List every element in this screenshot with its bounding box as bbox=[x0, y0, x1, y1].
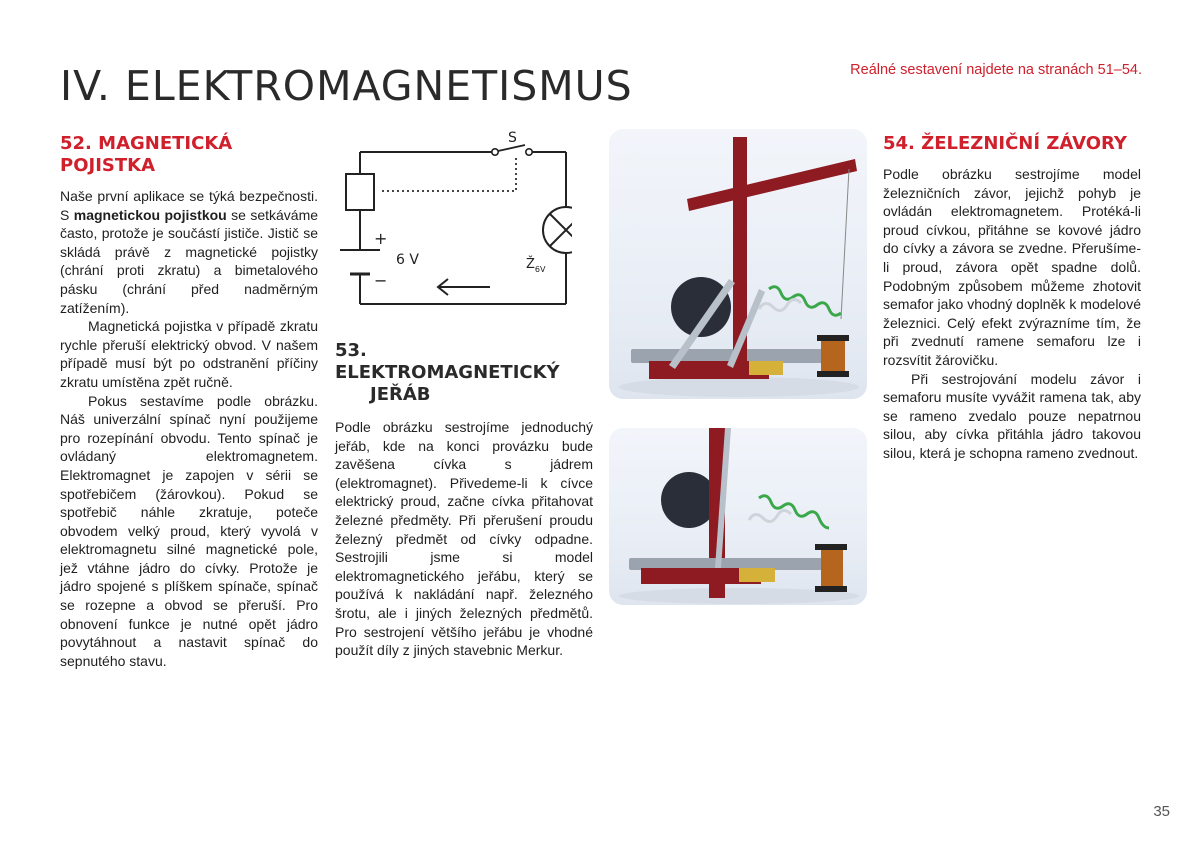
section-54-paragraph-1: Podle obrázku sestrojíme model železničních závor, jejichž pohyb je ovládán elektromagnetem. Protéká-li proud cívkou, přitáhne se kovové jádro do cívky a závora se zvedne. Přerušíme-li proud, závora opět spadne dolů. Podobným způsobem můžeme zhotovit semafor jako vhodný doplněk k modelové železnici. Celý efekt zvýrazníme tím, že při zvednutí ramene semaforu lze i rozsvítit žárovičku. bbox=[883, 166, 1141, 368]
circuit-diagram bbox=[332, 128, 572, 318]
section-54 bbox=[883, 133, 1141, 463]
section-52 bbox=[60, 133, 318, 670]
battery-plus: + bbox=[374, 229, 388, 248]
bulb-symbol bbox=[543, 207, 572, 253]
photo-barrier-lowered bbox=[609, 428, 867, 605]
reference-note: Reálné sestavení najdete na stranách 51–54. bbox=[850, 62, 1142, 78]
p1-text-a: Naše první aplikace se týká bezpečnosti. S bbox=[60, 188, 318, 223]
section-54-title: 54. ŽELEZNIČNÍ ZÁVORY bbox=[883, 133, 1127, 154]
section-53-paragraph-1: Podle obrázku sestrojíme jednoduchý jeřáb, kde na konci provázku bude zavěšena cívka s jádrem (elektromagnet). Přivedeme-li k cívce elektrický proud, začne cívka přitahovat železné předměty. Při přerušení proudu železný předmět od cívky odpadne. Sestrojili jsme si model elektromagnetického jeřábu, který se používá k nakládání např. železného šrotu, ale i jiných železných předmětů. Pro sestrojení většího jeřábu je vhodné použít díly z jiných stavebnic Merkur. bbox=[335, 419, 593, 659]
barrier-model-illustration bbox=[609, 129, 867, 399]
section-53-title-line-1: 53. ELEKTROMAGNETICKÝ bbox=[335, 340, 560, 383]
section-52-paragraph-3: Pokus sestavíme podle obrázku. Náš univerzální spínač nyní použijeme pro rozepínání obvodu. Tento spínač je ovládaný elektromagnetem. Elektromagnet je zapojen v sérii se spotřebičem (žárovkou). Pokud se spotřebič náhle zkratuje, poteče obvodem velký proud, který vyvolá v elektromagnetu silné magnetické pole, jež vtáhne jádro do cívky. Protože je jádro spojené s plíškem spínače, spínač se rozepne a obvod se přeruší. Pro obnovení funkce je nutné opět jádro povytáhnout a nastavit spínač do sepnutého stavu. bbox=[60, 392, 318, 669]
page-number: 35 bbox=[1153, 803, 1170, 820]
chapter-title: IV. ELEKTROMAGNETISMUS bbox=[60, 62, 633, 110]
section-52-title: 52. MAGNETICKÁ POJISTKA bbox=[60, 133, 233, 176]
bulb-label: $Ž_{6V}$ bbox=[526, 257, 546, 274]
section-54-paragraph-2: Při sestrojování modelu závor i semaforu musíte vyvážit ramena tak, aby se rameno zvedalo pouze nepatrnou silou, aby cívka přitáhla jádro takovou silou, která je schopna rameno zvednout. bbox=[883, 370, 1141, 461]
section-53 bbox=[335, 340, 593, 660]
voltage-label: 6 V bbox=[396, 252, 419, 268]
photo-barrier-raised bbox=[609, 129, 867, 399]
current-arrow bbox=[438, 279, 490, 295]
coil-symbol bbox=[346, 174, 374, 210]
section-53-title bbox=[335, 340, 593, 406]
section-53-title-line-2: JEŘÁB bbox=[370, 384, 431, 405]
barrier-model-illustration-2 bbox=[609, 428, 867, 605]
p1-bold-term: magnetickou pojistkou bbox=[73, 206, 227, 223]
battery-minus: − bbox=[374, 271, 388, 290]
p1-text-b: se setkáváme často, protože je součástí jističe. Jistič se skládá právě z magnetické pojistky (chrání proti zkratu) a bimetalového pásku (chrání před nadměrným zatížením). bbox=[60, 206, 319, 316]
switch-symbol bbox=[492, 145, 532, 155]
mechanical-link-dotted bbox=[382, 156, 516, 191]
section-52-paragraph-2: Magnetická pojistka v případě zkratu rychle přeruší elektrický obvod. V našem případě musí být po odstranění příčiny zkratu umístěna zpět ručně. bbox=[60, 318, 318, 390]
section-52-paragraph-1 bbox=[60, 187, 318, 317]
switch-label: S bbox=[508, 130, 517, 146]
